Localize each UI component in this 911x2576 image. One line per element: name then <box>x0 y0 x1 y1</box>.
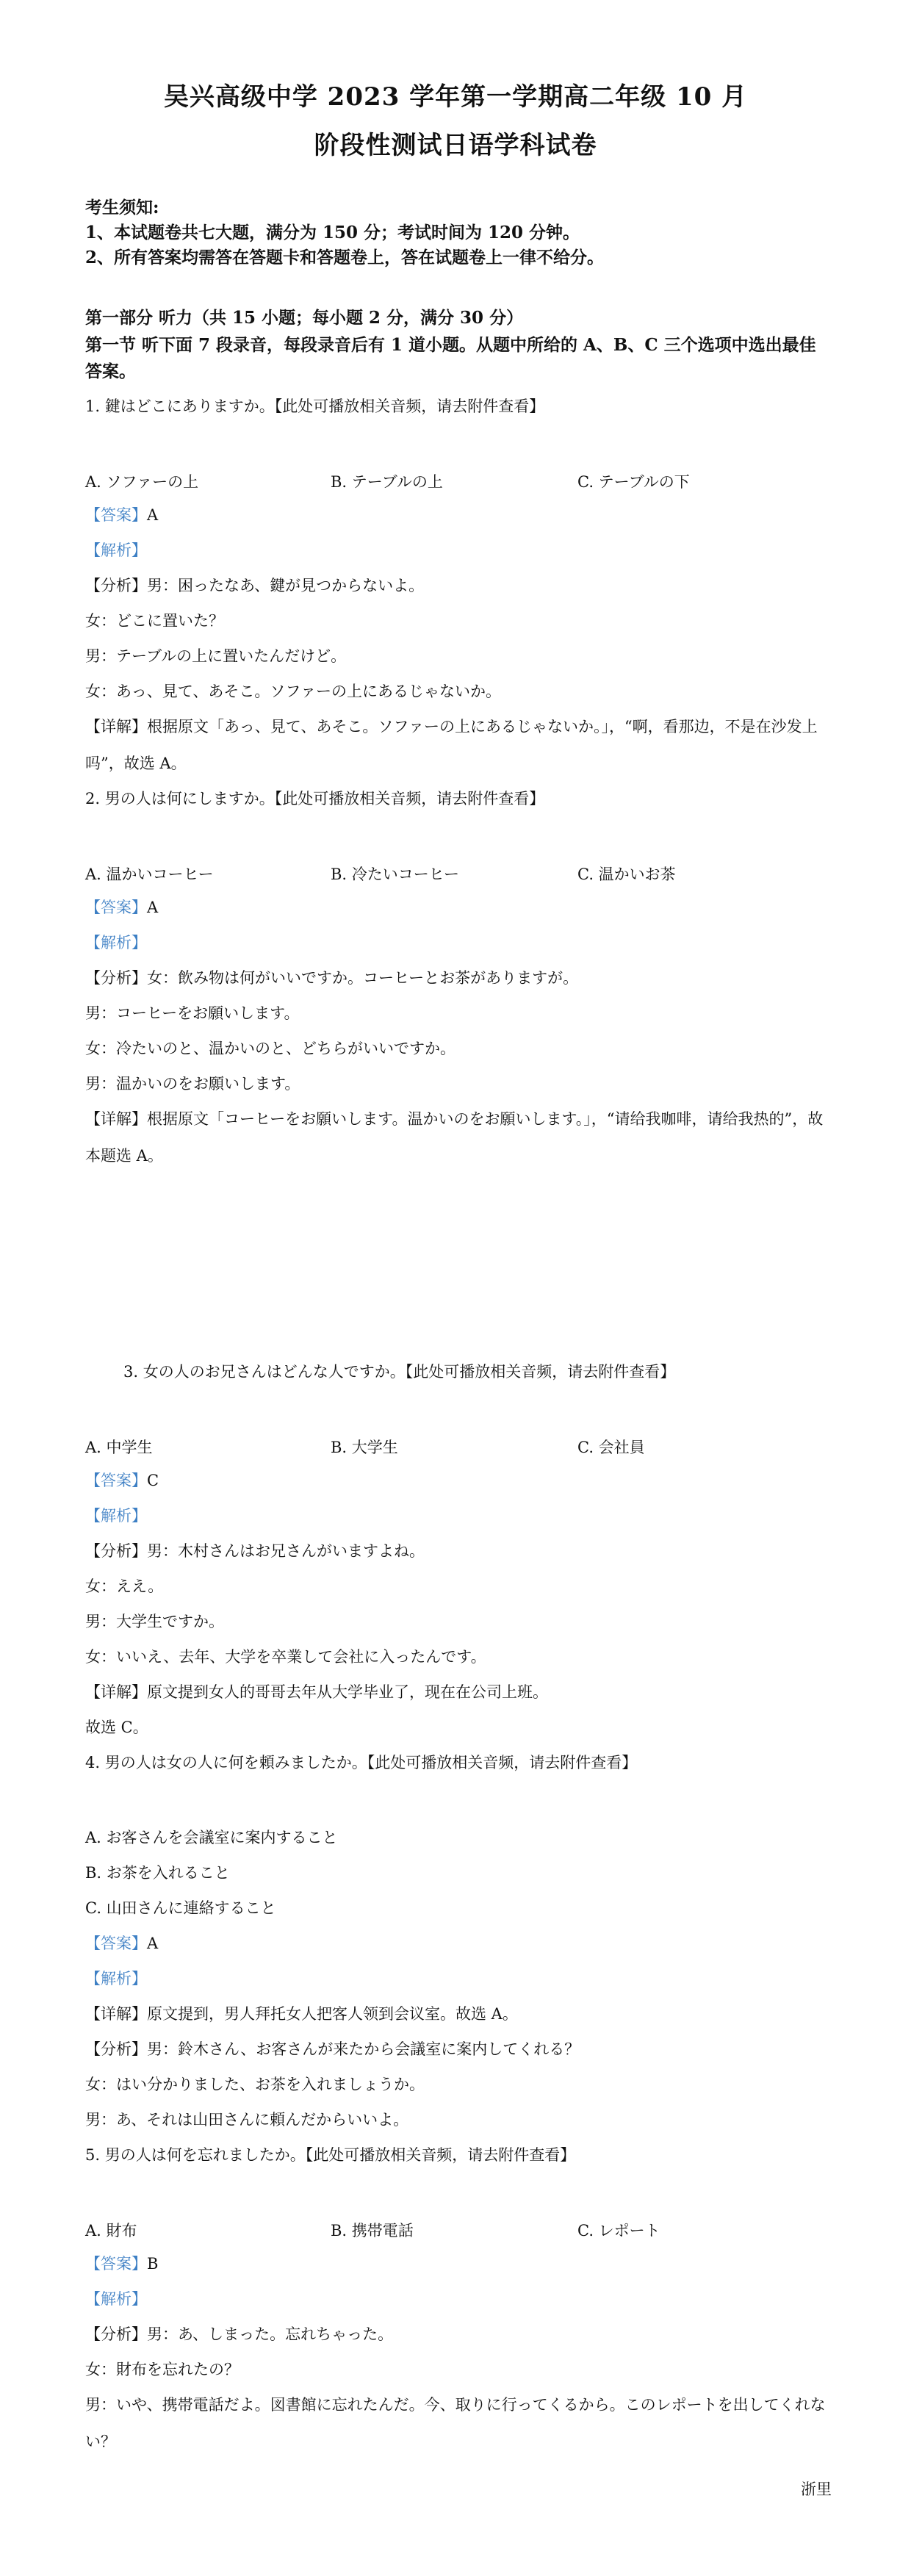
question-2-detail: 【详解】根据原文「コーヒーをお願いします。温かいのをお願いします。」，“请给我咖啡，请给我热的”，故本题选 A。 <box>85 1110 824 1165</box>
question-4-line-2: 【分析】男：鈴木さん、お客さんが来たから会議室に案内してくれる？ <box>85 2040 580 2058</box>
answer-value: A <box>147 506 159 524</box>
question-3-stem <box>123 1361 829 1383</box>
question-3-line-1: 【分析】男：木村さんはお兄さんがいますよね。 <box>85 1542 425 1560</box>
notice-item-2: 2、所有答案均需答在答题卡和答题卷上，答在试题卷上一律不给分。 <box>85 248 605 267</box>
question-4-stem <box>85 1752 827 1774</box>
question-2-stem <box>85 788 827 810</box>
question-2-line-2: 男：コーヒーをお願いします。 <box>85 1004 300 1022</box>
section1-heading: 第一节 听下面 7 段录音，每段录音后有 1 道小题。从题中所给的 A、B、C 三个选项中选出最佳答案。 <box>85 335 816 381</box>
question-5-answer <box>85 2253 827 2275</box>
question-3-line-5: 【详解】原文提到女人的哥哥去年从大学毕业了，现在在公司上班。 <box>85 1683 548 1701</box>
question-1-line-4: 女：あっ、見て、あそこ。ソファーの上にあるじゃないか。 <box>85 683 501 700</box>
question-4-option-c: C. 山田さんに連絡すること <box>85 1899 276 1917</box>
question-5-line-2: 女：財布を忘れたの？ <box>85 2361 240 2378</box>
question-4-analysis-label: 【解析】 <box>85 1970 147 1987</box>
question-2-analysis-label: 【解析】 <box>85 934 147 951</box>
notice-heading: 考生须知: <box>85 198 159 217</box>
question-1-line-1: 【分析】男：困ったなあ、鍵が見つからないよ。 <box>85 577 425 594</box>
question-3-analysis-label: 【解析】 <box>85 1507 147 1525</box>
question-stem-text: 5. 男の人は何を忘れましたか。 <box>85 2146 306 2164</box>
answer-label: 【答案】 <box>85 2255 147 2273</box>
audio-note: 【此处可播放相关音频，请去附件查看】 <box>274 397 545 415</box>
question-2-answer <box>85 896 827 918</box>
question-1-detail: 【详解】根据原文「あっ、見て、あそこ。ソファーの上にあるじゃないか。」，“啊，看那边，不是在沙发上吗”，故选 A。 <box>85 718 818 772</box>
question-1-stem <box>85 395 827 417</box>
question-stem-text: 3. 女の人のお兄さんはどんな人ですか。 <box>123 1363 406 1381</box>
exam-title-line2: 阶段性测试日语学科试卷 <box>314 131 597 160</box>
audio-note: 【此处可播放相关音频，请去附件查看】 <box>305 2146 576 2164</box>
page-footer: 浙里 <box>801 2480 832 2498</box>
question-1-option-c: C. テーブルの下 <box>577 473 690 491</box>
question-stem-text: 1. 鍵はどこにありますか。 <box>85 397 275 415</box>
question-2-option-b: B. 冷たいコーヒー <box>331 866 459 883</box>
audio-note: 【此处可播放相关音频，请去附件查看】 <box>405 1363 676 1381</box>
question-2-option-c: C. 温かいお茶 <box>577 866 676 883</box>
answer-value: B <box>147 2255 159 2273</box>
question-2-line-4: 男：温かいのをお願いします。 <box>85 1075 300 1093</box>
question-stem-text: 4. 男の人は女の人に何を頼みましたか。 <box>85 1754 367 1771</box>
question-1-answer <box>85 504 827 526</box>
question-3-line-4: 女：いいえ、去年、大学を卒業して会社に入ったんです。 <box>85 1648 486 1666</box>
question-3-answer <box>85 1469 827 1492</box>
question-5-option-b: B. 携帯電話 <box>331 2222 414 2239</box>
answer-label: 【答案】 <box>85 506 147 524</box>
question-4-answer <box>85 1932 827 1954</box>
question-1-line-2: 女：どこに置いた？ <box>85 612 224 630</box>
question-stem-text: 2. 男の人は何にしますか。 <box>85 790 275 807</box>
question-4-line-4: 男：あ、それは山田さんに頼んだからいいよ。 <box>85 2111 409 2129</box>
question-3-line-3: 男：大学生ですか。 <box>85 1613 224 1630</box>
question-5-option-c: C. レポート <box>577 2222 660 2239</box>
question-3-option-c: C. 会社員 <box>577 1439 645 1456</box>
question-4-option-a: A. お客さんを会議室に案内すること <box>85 1829 338 1846</box>
notice-item-1: 1、本试题卷共七大题，满分为 150 分；考试时间为 120 分钟。 <box>85 223 580 242</box>
answer-label: 【答案】 <box>85 1935 147 1952</box>
question-1-option-a: A. ソファーの上 <box>85 473 199 491</box>
question-3-option-b: B. 大学生 <box>331 1439 398 1456</box>
audio-note: 【此处可播放相关音频，请去附件查看】 <box>274 790 545 807</box>
question-5-option-a: A. 財布 <box>85 2222 137 2239</box>
question-2-option-a: A. 温かいコーヒー <box>85 866 214 883</box>
answer-value: C <box>147 1472 159 1489</box>
question-5-line-1: 【分析】男：あ、しまった。忘れちゃった。 <box>85 2325 394 2343</box>
part1-heading: 第一部分 听力（共 15 小题；每小题 2 分，满分 30 分） <box>85 308 524 328</box>
answer-value: A <box>147 1935 159 1952</box>
question-4-line-3: 女：はい分かりました、お茶を入れましょうか。 <box>85 2076 425 2093</box>
answer-label: 【答案】 <box>85 1472 147 1489</box>
question-4-line-1: 【详解】原文提到，男人拜托女人把客人领到会议室。故选 A。 <box>85 2005 518 2023</box>
question-5-stem <box>85 2144 827 2166</box>
question-5-analysis-label: 【解析】 <box>85 2290 147 2308</box>
answer-value: A <box>147 899 159 916</box>
question-5-last-line: 男：いや、携帯電話だよ。図書館に忘れたんだ。今、取りに行ってくるから。このレポートを出してくれない？ <box>85 2396 826 2450</box>
question-1-analysis-label: 【解析】 <box>85 542 147 559</box>
question-2-line-1: 【分析】女：飲み物は何がいいですか。コーヒーとお茶がありますが。 <box>85 969 579 987</box>
question-4-option-b: B. お茶を入れること <box>85 1864 230 1882</box>
question-3-line-6: 故选 C。 <box>85 1719 148 1736</box>
question-1-line-3: 男：テーブルの上に置いたんだけど。 <box>85 647 347 665</box>
question-3-line-2: 女：ええ。 <box>85 1577 164 1595</box>
audio-note: 【此处可播放相关音频，请去附件查看】 <box>367 1754 638 1771</box>
exam-title-line1: 吴兴高级中学 2023 学年第一学期高二年级 10 月 <box>163 82 748 112</box>
question-3-option-a: A. 中学生 <box>85 1439 153 1456</box>
question-2-line-3: 女：冷たいのと、温かいのと、どちらがいいですか。 <box>85 1040 455 1057</box>
question-1-option-b: B. テーブルの上 <box>331 473 443 491</box>
answer-label: 【答案】 <box>85 899 147 916</box>
